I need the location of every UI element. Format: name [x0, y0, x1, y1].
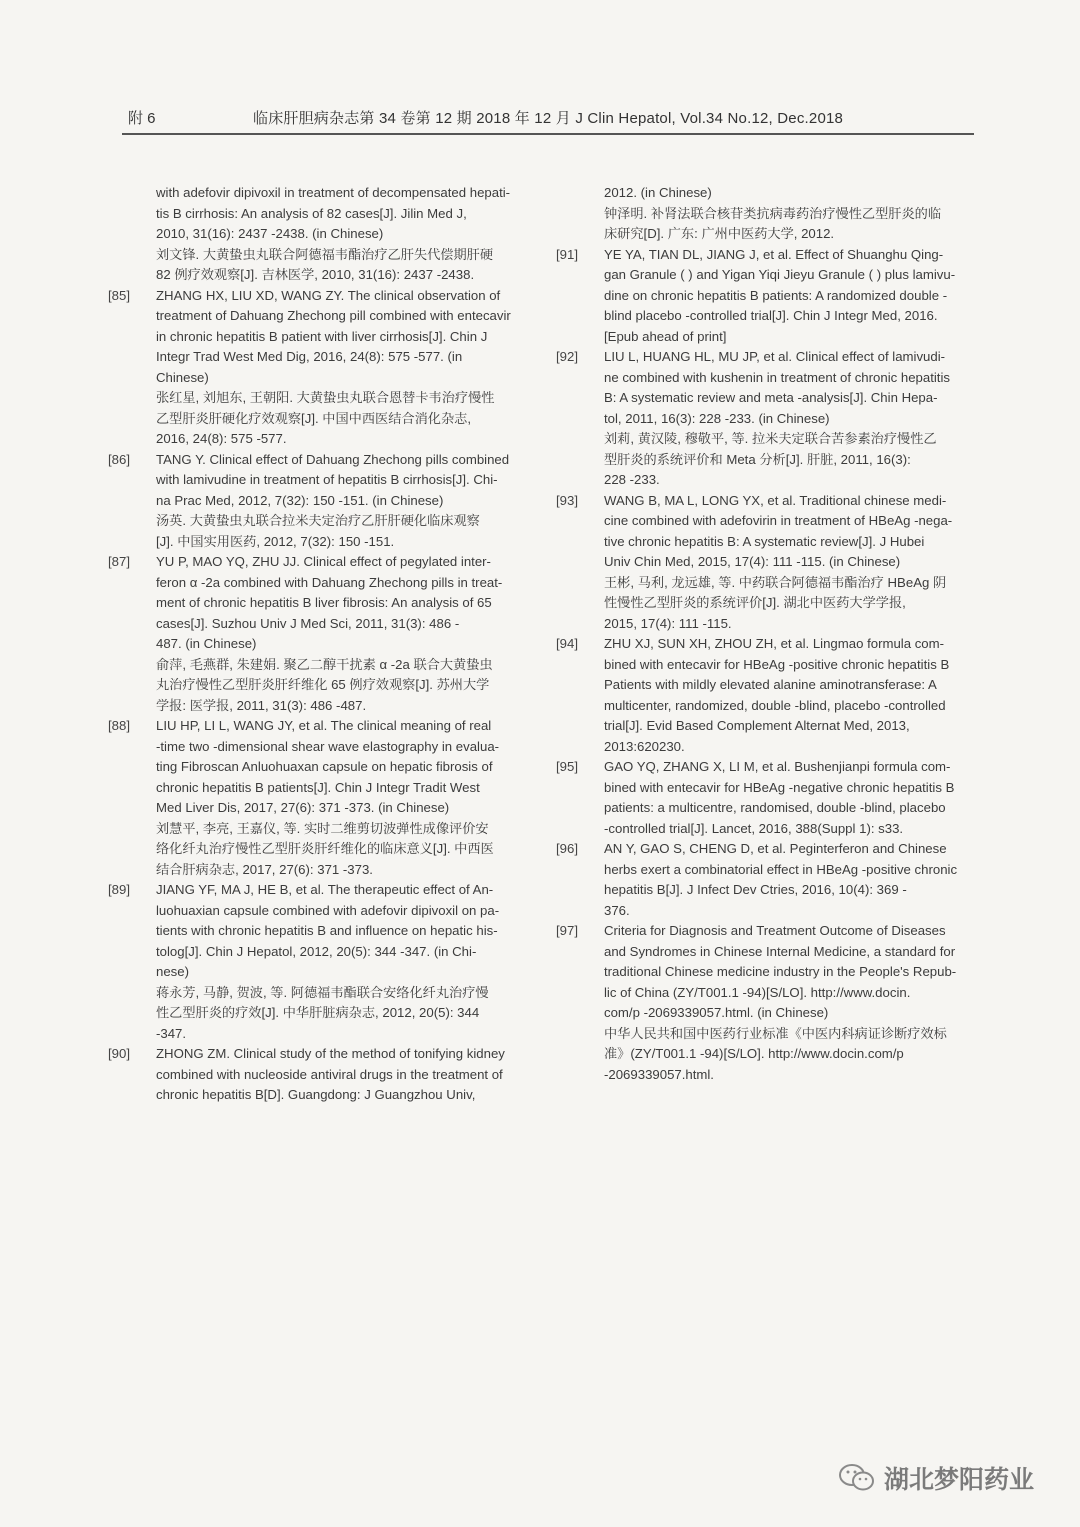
reference-number: [85]	[108, 287, 130, 303]
reference-number: [97]	[556, 923, 578, 938]
reference-line: bined with entecavir for HBeAg -negative chronic hepatitis B	[604, 779, 955, 795]
reference-line: WANG B, MA L, LONG YX, et al. Traditional chinese medi-	[604, 492, 947, 508]
reference-entry	[556, 921, 974, 1085]
reference-line: lic of China (ZY/T001.1 -94)[S/LO]. http://www.docin.	[604, 984, 911, 1000]
right-column-references	[556, 183, 974, 1085]
reference-line: YU P, MAO YQ, ZHU JJ. Clinical effect of pegylated inter-	[156, 554, 491, 569]
reference-number: [86]	[108, 451, 130, 467]
reference-line: -controlled trial[J]. Lancet, 2016, 388(Suppl 1): s33.	[604, 820, 904, 836]
reference-line: feron α -2a combined with Dahuang Zhechong pills in treat-	[156, 574, 503, 590]
reference-line: Criteria for Diagnosis and Treatment Outcome of Diseases	[604, 923, 946, 938]
reference-line: 2010, 31(16): 2437 -2438. (in Chinese)	[156, 226, 384, 241]
reference-line: 床研究[D]. 广东: 广州中医药大学, 2012.	[604, 226, 835, 241]
reference-line: 型肝炎的系统评价和 Meta 分析[J]. 肝脏, 2011, 16(3):	[604, 451, 911, 467]
reference-line: JIANG YF, MA J, HE B, et al. The therapeutic effect of An-	[156, 882, 494, 897]
reference-line: with adefovir dipivoxil in treatment of decompensated hepati-	[156, 185, 511, 200]
reference-number: [96]	[556, 841, 578, 856]
reference-entry	[556, 634, 974, 757]
reference-line: ting Fibroscan Anluohuaxan capsule on hepatic fibrosis of	[156, 759, 493, 774]
reference-entry	[108, 183, 526, 286]
reference-line: Integr Trad West Med Dig, 2016, 24(8): 575 -577. (in	[156, 349, 463, 364]
reference-line: LIU HP, LI L, WANG JY, et al. The clinical meaning of real	[156, 718, 492, 733]
reference-line: bined with entecavir for HBeAg -positive chronic hepatitis B	[604, 656, 950, 672]
reference-line: tolog[J]. Chin J Hepatol, 2012, 20(5): 344 -347. (in Chi-	[156, 943, 477, 959]
reference-line: 2013:620230.	[604, 738, 685, 754]
reference-line: multicenter, randomized, double -blind, placebo -controlled	[604, 697, 946, 713]
reference-entry	[108, 1044, 526, 1106]
reference-entry	[556, 839, 974, 921]
reference-entry	[556, 245, 974, 348]
reference-line: 2016, 24(8): 575 -577.	[156, 431, 287, 446]
left-column-references	[108, 183, 526, 1106]
reference-line: -time two -dimensional shear wave elastography in evalua-	[156, 738, 500, 754]
reference-line: [J]. 中国实用医药, 2012, 7(32): 150 -151.	[156, 533, 395, 549]
reference-line: tive chronic hepatitis B: A systematic review[J]. J Hubei	[604, 533, 925, 549]
reference-number: [95]	[556, 759, 578, 774]
reference-line: hepatitis B[J]. J Infect Dev Ctries, 2016, 10(4): 369 -	[604, 882, 907, 897]
reference-line: gan Granule ( ) and Yigan Yiqi Jieyu Granule ( ) plus lamivu-	[604, 267, 956, 282]
reference-line: B: A systematic review and meta -analysis[J]. Chin Hepa-	[604, 390, 938, 405]
watermark	[838, 1458, 1034, 1498]
reference-line: tis B cirrhosis: An analysis of 82 cases[J]. Jilin Med J,	[156, 205, 467, 221]
reference-line: Patients with mildly elevated alanine aminotransferase: A	[604, 677, 937, 692]
reference-line: -347.	[156, 1025, 187, 1041]
reference-line: 228 -233.	[604, 472, 660, 487]
reference-line: LIU L, HUANG HL, MU JP, et al. Clinical effect of lamivudi-	[604, 349, 946, 364]
reference-line: combined with nucleoside antiviral drugs in the treatment of	[156, 1066, 503, 1082]
reference-line: ZHONG ZM. Clinical study of the method of tonifying kidney	[156, 1046, 505, 1061]
reference-line: 乙型肝炎肝硬化疗效观察[J]. 中国中西医结合消化杂志,	[156, 410, 472, 426]
reference-line: 汤英. 大黄蛰虫丸联合拉米夫定治疗乙肝肝硬化临床观察	[156, 513, 480, 528]
reference-line: TANG Y. Clinical effect of Dahuang Zhechong pills combined	[156, 451, 510, 467]
reference-line: cases[J]. Suzhou Univ J Med Sci, 2011, 31(3): 486 -	[156, 615, 460, 631]
journal-citation: 临床肝胆病杂志第 34 卷第 12 期 2018 年 12 月 J Clin Hepatol, Vol.34 No.12, Dec.2018	[253, 110, 844, 127]
reference-line: 结合肝病杂志, 2017, 27(6): 371 -373.	[156, 861, 373, 877]
reference-line: chronic hepatitis B patients[J]. Chin J Integr Tradit West	[156, 779, 480, 795]
reference-number: [89]	[108, 882, 130, 897]
reference-line: trial[J]. Evid Based Complement Alternat Med, 2013,	[604, 718, 910, 733]
reference-line: 刘文锋. 大黄蛰虫丸联合阿德福韦酯治疗乙肝失代偿期肝硬	[156, 246, 494, 262]
reference-number: [94]	[556, 636, 578, 651]
reference-line: 张红星, 刘旭东, 王朝阳. 大黄蛰虫丸联合恩替卡韦治疗慢性	[156, 390, 495, 405]
reference-line: ZHU XJ, SUN XH, ZHOU ZH, et al. Lingmao formula com-	[604, 636, 945, 651]
reference-line: tients with chronic hepatitis B and influence on hepatic his-	[156, 923, 498, 938]
reference-line: 82 例疗效观察[J]. 吉林医学, 2010, 31(16): 2437 -2438.	[156, 267, 475, 282]
reference-line: ment of chronic hepatitis B liver fibrosis: An analysis of 65	[156, 595, 492, 610]
reference-number: [88]	[108, 718, 130, 733]
reference-entry	[556, 183, 974, 245]
reference-line: ne combined with kushenin in treatment of chronic hepatitis	[604, 369, 950, 385]
reference-line: nese)	[156, 964, 189, 979]
reference-line: 丸治疗慢性乙型肝炎肝纤维化 65 例疗效观察[J]. 苏州大学	[156, 677, 490, 692]
reference-entry	[556, 757, 974, 839]
reference-line: cine combined with adefovirin in treatment of HBeAg -nega-	[604, 513, 953, 528]
reference-line: 俞萍, 毛燕群, 朱建娟. 聚乙二醇干扰素 α -2a 联合大黄蛰虫	[156, 656, 493, 672]
reference-line: AN Y, GAO S, CHENG D, et al. Peginterferon and Chinese	[604, 841, 947, 856]
reference-line: Med Liver Dis, 2017, 27(6): 371 -373. (in Chinese)	[156, 800, 450, 815]
reference-line: 刘莉, 黄汉陵, 穆敬平, 等. 拉米夫定联合苦参素治疗慢性乙	[604, 431, 937, 446]
reference-line: -2069339057.html.	[604, 1066, 714, 1082]
reference-line: na Prac Med, 2012, 7(32): 150 -151. (in Chinese)	[156, 492, 444, 508]
reference-number: [93]	[556, 492, 578, 508]
header-divider	[122, 133, 974, 135]
reference-number: [90]	[108, 1046, 130, 1061]
reference-line: 2015, 17(4): 111 -115.	[604, 615, 732, 631]
reference-line: com/p -2069339057.html. (in Chinese)	[604, 1005, 829, 1020]
reference-entry	[108, 552, 526, 716]
reference-line: 准》(ZY/T001.1 -94)[S/LO]. http://www.docin.com/p	[604, 1046, 904, 1061]
reference-line: 376.	[604, 902, 630, 918]
reference-line: 中华人民共和国中医药行业标准《中医内科病证诊断疗效标	[604, 1025, 947, 1041]
reference-line: [Epub ahead of print]	[604, 328, 727, 344]
reference-line: 王彬, 马利, 龙远雄, 等. 中药联合阿德福韦酯治疗 HBeAg 阴	[604, 574, 947, 590]
reference-number: [87]	[108, 554, 130, 569]
wechat-icon	[838, 1462, 876, 1494]
reference-line: herbs exert a combinatorial effect in HBeAg -positive chronic	[604, 861, 958, 877]
reference-line: 刘慧平, 李亮, 王嘉仪, 等. 实时二维剪切波弹性成像评价安	[156, 820, 489, 836]
reference-line: 蒋永芳, 马静, 贺波, 等. 阿德福韦酯联合安络化纤丸治疗慢	[156, 984, 489, 1000]
reference-line: ZHANG HX, LIU XD, WANG ZY. The clinical observation of	[156, 287, 501, 303]
reference-line: 性慢性乙型肝炎的系统评价[J]. 湖北中医药大学学报,	[604, 595, 906, 610]
reference-line: Univ Chin Med, 2015, 17(4): 111 -115. (in Chinese)	[604, 554, 901, 569]
reference-line: treatment of Dahuang Zhechong pill combined with entecavir	[156, 308, 511, 323]
reference-line: patients: a multicentre, randomised, double -blind, placebo	[604, 800, 946, 815]
reference-line: and Syndromes in Chinese Internal Medicine, a standard for	[604, 943, 956, 959]
reference-line: with lamivudine in treatment of hepatitis B cirrhosis[J]. Chi-	[156, 472, 498, 487]
reference-line: chronic hepatitis B[D]. Guangdong: J Guangzhou Univ,	[156, 1087, 476, 1102]
reference-line: Chinese)	[156, 369, 209, 385]
reference-entry	[556, 491, 974, 635]
running-header	[128, 103, 974, 129]
reference-line: tol, 2011, 16(3): 228 -233. (in Chinese)	[604, 410, 830, 426]
reference-entry	[108, 880, 526, 1044]
reference-line: luohuaxian capsule combined with adefovir dipivoxil on pa-	[156, 902, 500, 918]
reference-line: 络化纤丸治疗慢性乙型肝炎肝纤维化的临床意义[J]. 中西医	[156, 841, 494, 856]
reference-line: traditional Chinese medicine industry in the People's Repub-	[604, 964, 957, 979]
reference-entry	[108, 716, 526, 880]
reference-line: in chronic hepatitis B patient with liver cirrhosis[J]. Chin J	[156, 328, 488, 344]
reference-entry	[556, 347, 974, 491]
reference-line: 性乙型肝炎的疗效[J]. 中华肝脏病杂志, 2012, 20(5): 344	[156, 1005, 480, 1020]
reference-line: dine on chronic hepatitis B patients: A randomized double -	[604, 287, 948, 303]
reference-entry	[108, 286, 526, 450]
reference-number: [91]	[556, 246, 578, 262]
reference-line: 2012. (in Chinese)	[604, 185, 712, 200]
reference-line: 487. (in Chinese)	[156, 636, 257, 651]
page-number: 附 6	[128, 110, 156, 127]
reference-number: [92]	[556, 349, 578, 364]
reference-line: GAO YQ, ZHANG X, LI M, et al. Bushenjianpi formula com-	[604, 759, 951, 774]
reference-line: 学报: 医学报, 2011, 31(3): 486 -487.	[156, 697, 367, 713]
reference-line: YE YA, TIAN DL, JIANG J, et al. Effect of Shuanghu Qing-	[604, 246, 944, 262]
reference-line: 钟泽明. 补肾法联合核苷类抗病毒药治疗慢性乙型肝炎的临	[604, 205, 942, 221]
reference-entry	[108, 450, 526, 553]
reference-line: blind placebo -controlled trial[J]. Chin J Integr Med, 2016.	[604, 308, 938, 323]
watermark-text: 湖北梦阳药业	[884, 1466, 1035, 1494]
